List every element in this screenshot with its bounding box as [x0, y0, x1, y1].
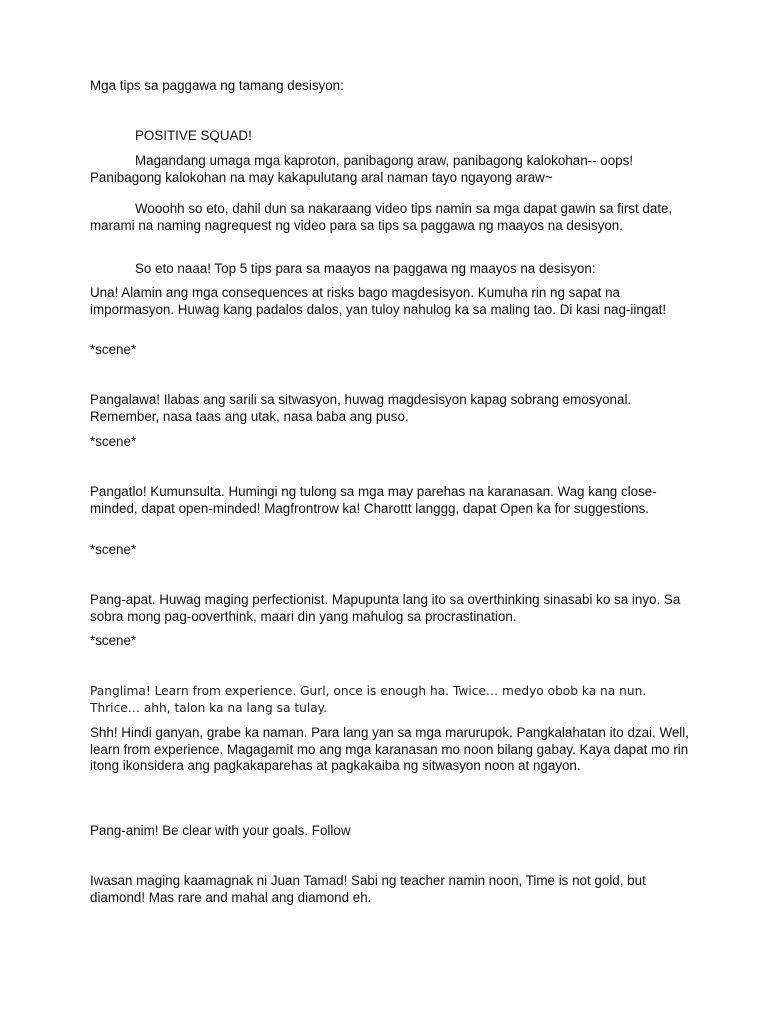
squad-title: POSITIVE SQUAD!: [135, 128, 252, 143]
tip-3: Pangatlo! Kumunsulta. Humingi ng tulong sa mga may parehas na karanasan. Wag kang close-minded, dapat open-minded! Magfrontrow ka! Charottt langgg, dapat Open ka for suggestions.: [90, 484, 657, 516]
tip-1: Una! Alamin ang mga consequences at risks bago magdesisyon. Kumuha rin ng sapat na impormasyon. Huwag kang padalos dalos, yan tuloy nahulog ka sa maling tao. Di kasi nag-iingat!: [90, 285, 667, 317]
tip-5: Panglima! Learn from experience. Gurl, once is enough ha. Twice… medyo obob ka na nun. Thrice… ahh, talon ka na lang sa tulay.: [90, 684, 647, 715]
tip-5-followup: Shh! Hindi ganyan, grabe ka naman. Para lang yan sa mga marurupok. Pangkalahatan ito dzai. Well, learn from experience. Magagamit mo ang mga karanasan mo noon bilang gabay. Kaya dapat mo rin itong ikonsidera ang pagkakaparehas at pagkakaiba ng sitwasyon noon at ngayon.: [90, 725, 689, 773]
scene-marker-3: *scene*: [90, 542, 137, 557]
scene-marker-1: *scene*: [90, 342, 137, 357]
scene-marker-4: *scene*: [90, 633, 137, 648]
greeting-text: Magandang umaga mga kaproton, panibagong araw, panibagong kalokohan-- oops! Panibagong kalokohan na may kakapulutang aral naman tayo ngayong araw~: [90, 153, 634, 185]
tip-2: Pangalawa! Ilabas ang sarili sa sitwasyon, huwag magdesisyon kapag sobrang emosyonal. Remember, nasa taas ang utak, nasa baba ang puso.: [90, 392, 632, 424]
greeting-paragraph: [90, 153, 690, 186]
scene-marker-2: *scene*: [90, 434, 137, 449]
tip-6: Pang-anim! Be clear with your goals. Follow: [90, 823, 351, 838]
intro-paragraph: Wooohh so eto, dahil dun sa nakaraang video tips namin sa mga dapat gawin sa first date, marami na naming nagrequest ng video para sa tips sa paggawa ng maayos na desisyon.: [90, 201, 673, 233]
document-heading: Mga tips sa paggawa ng tamang desisyon:: [90, 78, 344, 93]
top5-paragraph: So eto naaa! Top 5 tips para sa maayos na paggawa ng maayos na desisyon:: [135, 261, 596, 276]
tip-4: Pang-apat. Huwag maging perfectionist. Mapupunta lang ito sa overthinking sinasabi ko sa inyo. Sa sobra mong pag-ooverthink, maari din yang mahulog sa procrastination.: [90, 592, 681, 624]
tip-7: Iwasan maging kaamagnak ni Juan Tamad! Sabi ng teacher namin noon, Time is not gold, but diamond! Mas rare and mahal ang diamond eh.: [90, 873, 646, 905]
